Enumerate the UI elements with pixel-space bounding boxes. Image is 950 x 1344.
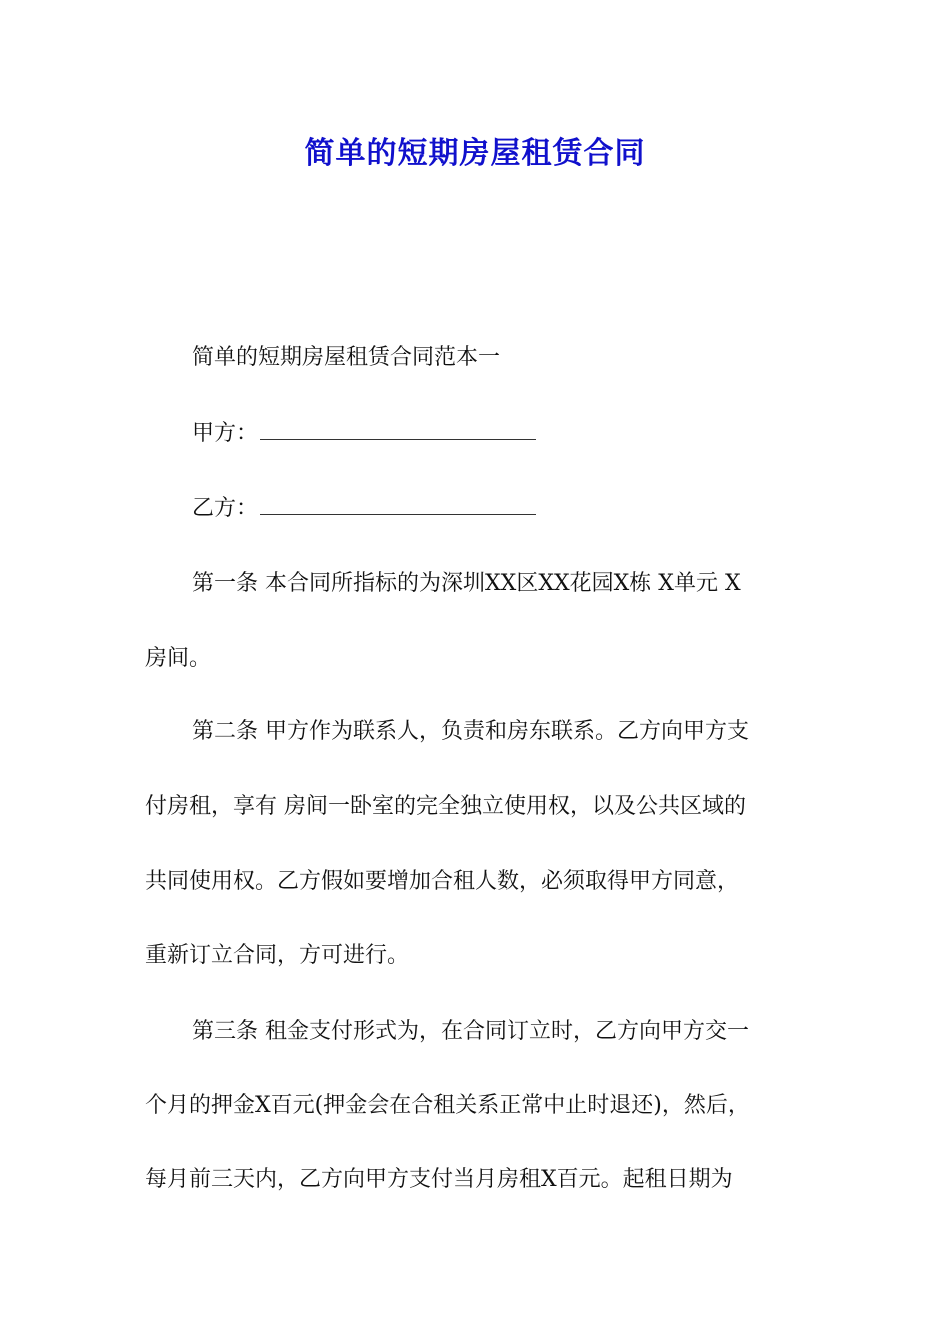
party-a-line — [192, 419, 872, 449]
article-2-line-3: 共同使用权。乙方假如要增加合租人数，必须取得甲方同意， — [145, 869, 740, 894]
party-b-label: 乙方： — [192, 496, 259, 521]
article-2-line-2: 付房租，享有 房间一卧室的完全独立使用权，以及公共区域的 — [145, 794, 746, 819]
party-b-blank — [260, 496, 536, 515]
article-2-line-1: 第二条 甲方作为联系人，负责和房东联系。乙方向甲方支 — [192, 719, 749, 744]
document-title: 简单的短期房屋租赁合同 — [304, 136, 646, 171]
party-a-blank — [260, 421, 536, 440]
party-b-line — [192, 494, 872, 524]
party-a-label: 甲方： — [192, 421, 259, 446]
article-1-line-1: 第一条 本合同所指标的为深圳XX区XX花园X栋 X单元 X — [192, 571, 741, 596]
document-subtitle: 简单的短期房屋租赁合同范本一 — [192, 345, 501, 370]
article-1-line-2: 房间。 — [145, 646, 212, 671]
article-3-line-1: 第三条 租金支付形式为，在合同订立时，乙方向甲方交一 — [192, 1019, 749, 1044]
article-3-line-2: 个月的押金X百元(押金会在合租关系正常中止时退还)，然后， — [145, 1093, 750, 1118]
article-3-line-3: 每月前三天内，乙方向甲方支付当月房租X百元。起租日期为 — [145, 1167, 733, 1192]
article-2-line-4: 重新订立合同，方可进行。 — [145, 943, 410, 968]
